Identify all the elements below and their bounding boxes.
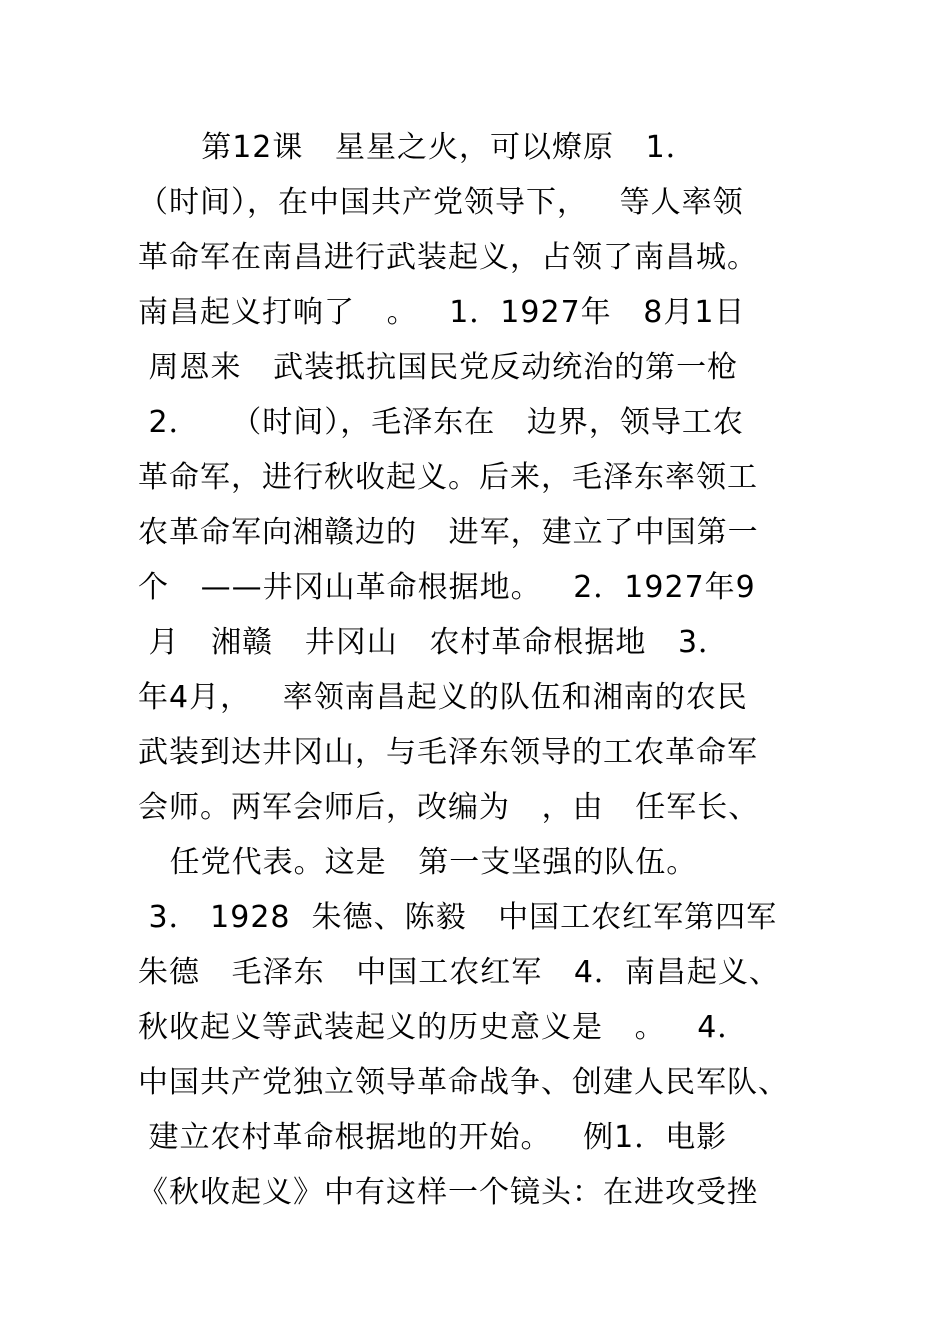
text-line: 第12课 星星之火，可以燎原 1． (138, 130, 697, 165)
text-line: 中国共产党独立领导革命战争、创建人民军队、 (138, 1065, 789, 1100)
text-line: 《秋收起义》中有这样一个镜头：在进攻受挫 (138, 1175, 758, 1210)
text-line: 革命军，进行秋收起义。后来，毛泽东率领工 (138, 460, 758, 495)
text-line: 2． （时间），毛泽东在 边界，领导工农 (138, 405, 744, 440)
text-line: 任党代表。这是 第一支坚强的队伍。 (138, 845, 698, 880)
text-line: 革命军在南昌进行武装起义，占领了南昌城。 (138, 240, 758, 275)
text-line: （时间），在中国共产党领导下， 等人率领 (138, 185, 744, 220)
text-line: 南昌起义打响了 。 1．1927年 8月1日 (138, 295, 746, 330)
text-line: 建立农村革命根据地的开始。 例1．电影 (138, 1120, 728, 1155)
document-body (138, 120, 838, 1220)
text-line: 3． 1928 朱德、陈毅 中国工农红军第四军 (138, 900, 778, 935)
text-line: 会师。两军会师后，改编为 ，由 任军长、 (138, 790, 760, 825)
text-line: 周恩来 武装抵抗国民党反动统治的第一枪 (138, 350, 739, 385)
text-line: 秋收起义等武装起义的历史意义是 。 4． (138, 1010, 749, 1045)
text-line: 年4月， 率领南昌起义的队伍和湘南的农民 (138, 680, 748, 715)
text-line: 个 ——井冈山革命根据地。 2．1927年9 (138, 570, 756, 605)
text-line: 月 湘赣 井冈山 农村革命根据地 3． (138, 625, 730, 660)
text-line: 农革命军向湘赣边的 进军，建立了中国第一 (138, 515, 759, 550)
text-line: 武装到达井冈山，与毛泽东领导的工农革命军 (138, 735, 758, 770)
text-line: 朱德 毛泽东 中国工农红军 4．南昌起义、 (138, 955, 780, 990)
